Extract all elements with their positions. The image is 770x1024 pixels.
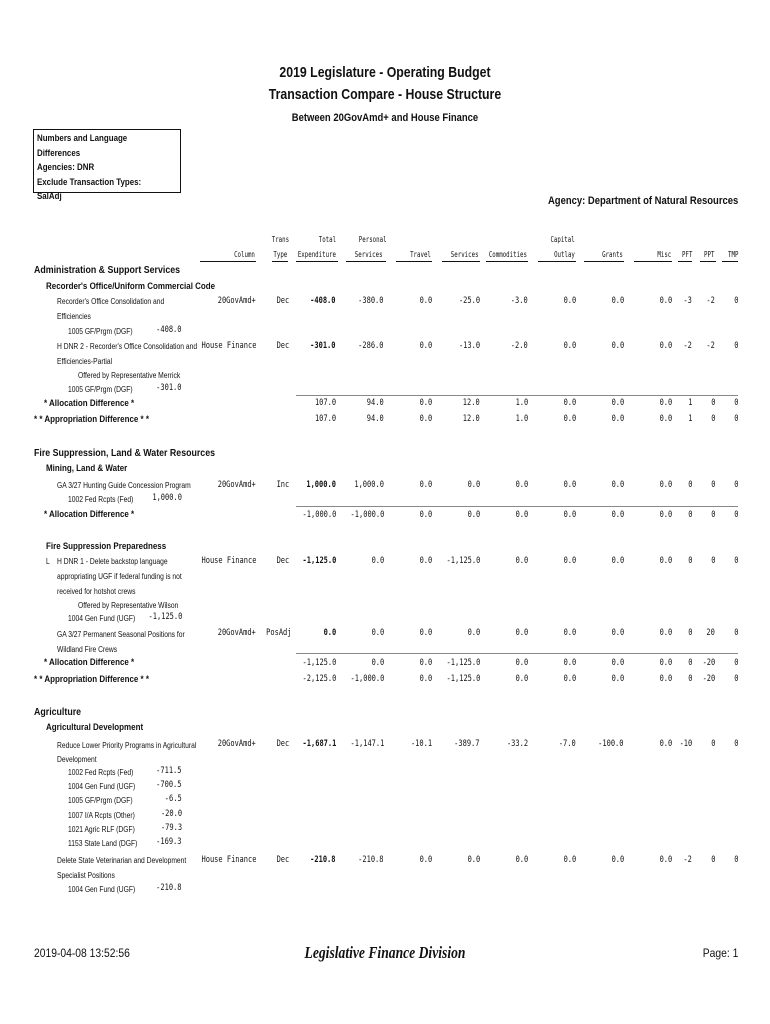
fund-source: 1002 Fed Rcpts (Fed) xyxy=(68,768,134,777)
filter-line: Differences xyxy=(37,147,81,158)
cell-capital: 0.0 xyxy=(563,296,576,306)
cell-total: -210.8 xyxy=(310,855,336,865)
cell-tmp: 0 xyxy=(733,398,738,408)
header-pft: PFT xyxy=(681,250,692,259)
fund-amount: -408.0 xyxy=(156,325,182,335)
cell-column: House Finance xyxy=(201,341,256,351)
cell-grants: 0.0 xyxy=(611,658,624,668)
cell-personal: 94.0 xyxy=(367,414,384,424)
header-ppt: PPT xyxy=(703,250,714,259)
filter-box xyxy=(33,129,181,201)
cell-tmp: 0 xyxy=(733,628,738,638)
cell-ppt: 0 xyxy=(710,398,715,408)
cell-misc: 0.0 xyxy=(659,414,672,424)
cell-pft: -3 xyxy=(683,296,692,306)
fund-amount: -20.0 xyxy=(160,809,182,819)
row-description: Efficiencies xyxy=(57,312,91,321)
cell-tmp: 0 xyxy=(733,556,738,566)
cell-travel: 0.0 xyxy=(419,855,432,865)
cell-ppt: 20 xyxy=(706,628,715,638)
header-travel: Travel xyxy=(410,250,431,259)
cell-personal: 1,000.0 xyxy=(354,480,384,490)
cell-type: Dec xyxy=(276,341,289,351)
row-description: Specialist Positions xyxy=(57,871,115,880)
cell-pft: 0 xyxy=(687,628,692,638)
cell-capital: 0.0 xyxy=(563,658,576,668)
cell-capital: 0.0 xyxy=(563,674,576,684)
fund-amount: -79.3 xyxy=(160,823,182,833)
cell-misc: 0.0 xyxy=(659,510,672,520)
cell-grants: 0.0 xyxy=(611,855,624,865)
cell-services: -13.0 xyxy=(458,341,480,351)
fund-source: 1004 Gen Fund (UGF) xyxy=(68,885,136,894)
cell-pft: -2 xyxy=(683,341,692,351)
cell-type: Dec xyxy=(276,556,289,566)
row-label: * Allocation Difference * xyxy=(44,509,135,520)
cell-travel: 0.0 xyxy=(419,674,432,684)
fund-amount: -711.5 xyxy=(156,766,182,776)
cell-total: 0.0 xyxy=(323,628,336,638)
fund-source: 1005 GF/Prgm (DGF) xyxy=(68,796,133,805)
cell-column: 20GovAmd+ xyxy=(217,480,256,490)
row-label: * Allocation Difference * xyxy=(44,657,135,668)
cell-misc: 0.0 xyxy=(659,556,672,566)
cell-personal: -1,000.0 xyxy=(350,510,384,520)
cell-tmp: 0 xyxy=(733,296,738,306)
cell-commodities: 0.0 xyxy=(515,855,528,865)
cell-capital: 0.0 xyxy=(563,628,576,638)
cell-type: Dec xyxy=(276,296,289,306)
cell-tmp: 0 xyxy=(733,658,738,668)
cell-tmp: 0 xyxy=(733,480,738,490)
subsection-title: Fire Suppression Preparedness xyxy=(46,541,167,552)
subsection-title: Recorder's Office/Uniform Commercial Code xyxy=(46,281,216,292)
agency-label: Agency: Department of Natural Resources xyxy=(547,195,738,207)
cell-capital: 0.0 xyxy=(563,556,576,566)
cell-personal: -210.8 xyxy=(358,855,384,865)
cell-capital: -7.0 xyxy=(559,739,576,749)
cell-pft: -2 xyxy=(683,855,692,865)
footer-division: Legislative Finance Division xyxy=(304,943,466,962)
cell-services: 0.0 xyxy=(467,628,480,638)
section-title: Agriculture xyxy=(34,706,82,718)
header-total: Total xyxy=(318,235,336,244)
cell-grants: 0.0 xyxy=(611,480,624,490)
cell-travel: 0.0 xyxy=(419,341,432,351)
cell-ppt: -2 xyxy=(706,341,715,351)
cell-ppt: -20 xyxy=(702,674,715,684)
row-label: * * Appropriation Difference * * xyxy=(34,674,150,685)
cell-services: -1,125.0 xyxy=(446,556,480,566)
cell-pft: 0 xyxy=(687,674,692,684)
cell-total: -408.0 xyxy=(310,296,336,306)
cell-pft: 0 xyxy=(687,480,692,490)
cell-misc: 0.0 xyxy=(659,658,672,668)
header-outlay: Outlay xyxy=(554,250,575,259)
cell-personal: 0.0 xyxy=(371,658,384,668)
row-description: Development xyxy=(57,755,97,764)
header-expenditure: Expenditure xyxy=(297,250,336,259)
cell-personal: -1,000.0 xyxy=(350,674,384,684)
cell-capital: 0.0 xyxy=(563,414,576,424)
fund-source: 1005 GF/Prgm (DGF) xyxy=(68,327,133,336)
cell-column: 20GovAmd+ xyxy=(217,628,256,638)
cell-column: 20GovAmd+ xyxy=(217,739,256,749)
fund-amount: -301.0 xyxy=(156,383,182,393)
row-label: * Allocation Difference * xyxy=(44,398,135,409)
cell-grants: 0.0 xyxy=(611,398,624,408)
cell-misc: 0.0 xyxy=(659,398,672,408)
fund-amount: -700.5 xyxy=(156,780,182,790)
cell-pft: 0 xyxy=(687,658,692,668)
cell-commodities: 0.0 xyxy=(515,628,528,638)
fund-amount: -210.8 xyxy=(156,883,182,893)
cell-misc: 0.0 xyxy=(659,674,672,684)
fund-amount: -1,125.0 xyxy=(148,612,182,622)
header-tmp: TMP xyxy=(727,250,738,259)
cell-total: -1,687.1 xyxy=(302,739,336,749)
cell-total: -1,125.0 xyxy=(302,658,336,668)
cell-commodities: 0.0 xyxy=(515,480,528,490)
cell-ppt: 0 xyxy=(710,480,715,490)
cell-services: 0.0 xyxy=(467,855,480,865)
cell-ppt: -20 xyxy=(702,658,715,668)
fund-source: 1002 Fed Rcpts (Fed) xyxy=(68,495,134,504)
header-misc: Misc xyxy=(657,250,671,259)
cell-services: -25.0 xyxy=(458,296,480,306)
header-commodities: Commodities xyxy=(488,250,527,259)
subsection-title: Mining, Land & Water xyxy=(46,463,128,474)
cell-travel: -10.1 xyxy=(410,739,432,749)
cell-commodities: 1.0 xyxy=(515,414,528,424)
cell-pft: 1 xyxy=(687,398,692,408)
cell-total: 107.0 xyxy=(314,414,336,424)
cell-services: 12.0 xyxy=(463,398,480,408)
cell-ppt: 0 xyxy=(710,855,715,865)
cell-travel: 0.0 xyxy=(419,296,432,306)
cell-total: 1,000.0 xyxy=(306,480,336,490)
cell-personal: 94.0 xyxy=(367,398,384,408)
filter-line: Numbers and Language xyxy=(37,133,128,143)
cell-ppt: 0 xyxy=(710,739,715,749)
row-description: Recorder's Office Consolidation and xyxy=(57,297,165,306)
cell-total: -1,000.0 xyxy=(302,510,336,520)
cell-commodities: 0.0 xyxy=(515,674,528,684)
cell-misc: 0.0 xyxy=(659,855,672,865)
row-offered-by: Offered by Representative Wilson xyxy=(78,601,179,610)
cell-grants: 0.0 xyxy=(611,341,624,351)
cell-tmp: 0 xyxy=(733,341,738,351)
cell-travel: 0.0 xyxy=(419,480,432,490)
cell-grants: 0.0 xyxy=(611,296,624,306)
footer-timestamp: 2019-04-08 13:52:56 xyxy=(34,946,130,960)
cell-commodities: -33.2 xyxy=(506,739,528,749)
cell-column: House Finance xyxy=(201,556,256,566)
cell-commodities: 0.0 xyxy=(515,658,528,668)
cell-capital: 0.0 xyxy=(563,341,576,351)
fund-amount: 1,000.0 xyxy=(152,493,182,503)
cell-commodities: 0.0 xyxy=(515,556,528,566)
cell-tmp: 0 xyxy=(733,674,738,684)
cell-type: Inc xyxy=(276,480,289,490)
cell-total: -301.0 xyxy=(310,341,336,351)
cell-misc: 0.0 xyxy=(659,628,672,638)
fund-source: 1021 Agric RLF (DGF) xyxy=(68,825,135,834)
fund-source: 1153 State Land (DGF) xyxy=(68,839,138,848)
cell-capital: 0.0 xyxy=(563,510,576,520)
language-marker: L xyxy=(46,557,50,566)
cell-column: 20GovAmd+ xyxy=(217,296,256,306)
cell-personal: -380.0 xyxy=(358,296,384,306)
cell-total: -1,125.0 xyxy=(302,556,336,566)
subsection-title: Agricultural Development xyxy=(46,722,144,733)
row-description: H DNR 1 - Delete backstop language xyxy=(57,557,168,566)
cell-tmp: 0 xyxy=(733,414,738,424)
row-description: H DNR 2 - Recorder's Office Consolidation and xyxy=(57,342,198,351)
fund-amount: -6.5 xyxy=(165,794,182,804)
cell-tmp: 0 xyxy=(733,510,738,520)
cell-type: Dec xyxy=(276,855,289,865)
row-description: Efficiencies-Partial xyxy=(57,357,113,366)
cell-ppt: 0 xyxy=(710,414,715,424)
cell-pft: 0 xyxy=(687,510,692,520)
cell-travel: 0.0 xyxy=(419,628,432,638)
cell-ppt: 0 xyxy=(710,556,715,566)
fund-source: 1007 I/A Rcpts (Other) xyxy=(68,811,135,820)
header-capital: Capital xyxy=(550,235,575,244)
cell-capital: 0.0 xyxy=(563,855,576,865)
cell-travel: 0.0 xyxy=(419,398,432,408)
cell-commodities: -3.0 xyxy=(511,296,528,306)
cell-misc: 0.0 xyxy=(659,480,672,490)
header-grants: Grants xyxy=(602,250,623,259)
section-title: Fire Suppression, Land & Water Resources xyxy=(34,447,216,459)
fund-amount: -169.3 xyxy=(156,837,182,847)
footer-page-number: Page: 1 xyxy=(702,946,738,960)
report-title-line1: 2019 Legislature - Operating Budget xyxy=(279,64,491,81)
cell-travel: 0.0 xyxy=(419,658,432,668)
cell-grants: 0.0 xyxy=(611,556,624,566)
cell-personal: 0.0 xyxy=(371,628,384,638)
cell-type: PosAdj xyxy=(266,628,292,638)
section-title: Administration & Support Services xyxy=(34,264,181,276)
header-services: Services xyxy=(451,250,479,259)
cell-travel: 0.0 xyxy=(419,510,432,520)
cell-grants: 0.0 xyxy=(611,628,624,638)
header-column: Column xyxy=(234,250,255,259)
row-description: appropriating UGF if federal funding is not xyxy=(57,572,182,581)
header-services-personal: Services xyxy=(355,250,383,259)
row-description: Wildland Fire Crews xyxy=(57,645,118,654)
fund-source: 1005 GF/Prgm (DGF) xyxy=(68,385,133,394)
row-label: * * Appropriation Difference * * xyxy=(34,414,150,425)
cell-ppt: -2 xyxy=(706,296,715,306)
cell-misc: 0.0 xyxy=(659,296,672,306)
cell-services: -1,125.0 xyxy=(446,658,480,668)
cell-commodities: 0.0 xyxy=(515,510,528,520)
cell-personal: -1,147.1 xyxy=(350,739,384,749)
cell-travel: 0.0 xyxy=(419,556,432,566)
cell-total: 107.0 xyxy=(314,398,336,408)
row-description: GA 3/27 Permanent Seasonal Positions for xyxy=(57,630,185,639)
filter-line: Agencies: DNR xyxy=(37,162,95,172)
cell-tmp: 0 xyxy=(733,855,738,865)
cell-capital: 0.0 xyxy=(563,480,576,490)
header-type: Type xyxy=(273,250,287,259)
cell-grants: 0.0 xyxy=(611,674,624,684)
row-description: Delete State Veterinarian and Development xyxy=(57,856,187,865)
cell-type: Dec xyxy=(276,739,289,749)
filter-line: Exclude Transaction Types: SalAdj xyxy=(37,176,142,201)
cell-services: 12.0 xyxy=(463,414,480,424)
cell-travel: 0.0 xyxy=(419,414,432,424)
report-subtitle: Between 20GovAmd+ and House Finance xyxy=(291,112,479,124)
cell-services: -389.7 xyxy=(454,739,480,749)
cell-misc: 0.0 xyxy=(659,739,672,749)
fund-source: 1004 Gen Fund (UGF) xyxy=(68,782,136,791)
cell-services: 0.0 xyxy=(467,510,480,520)
cell-ppt: 0 xyxy=(710,510,715,520)
row-description: GA 3/27 Hunting Guide Concession Program xyxy=(57,481,191,490)
cell-tmp: 0 xyxy=(733,739,738,749)
cell-services: 0.0 xyxy=(467,480,480,490)
cell-total: -2,125.0 xyxy=(302,674,336,684)
cell-services: -1,125.0 xyxy=(446,674,480,684)
cell-personal: -286.0 xyxy=(358,341,384,351)
cell-grants: 0.0 xyxy=(611,510,624,520)
cell-pft: 0 xyxy=(687,556,692,566)
header-personal: Personal xyxy=(359,235,387,244)
cell-grants: -100.0 xyxy=(598,739,624,749)
row-description: received for hotshot crews xyxy=(57,587,136,596)
cell-grants: 0.0 xyxy=(611,414,624,424)
header-trans: Trans xyxy=(271,235,289,244)
cell-misc: 0.0 xyxy=(659,341,672,351)
fund-source: 1004 Gen Fund (UGF) xyxy=(68,614,136,623)
cell-commodities: 1.0 xyxy=(515,398,528,408)
row-description: Reduce Lower Priority Programs in Agricultural xyxy=(57,741,197,750)
cell-pft: 1 xyxy=(687,414,692,424)
cell-personal: 0.0 xyxy=(371,556,384,566)
cell-pft: -10 xyxy=(679,739,692,749)
row-offered-by: Offered by Representative Merrick xyxy=(78,371,181,380)
cell-capital: 0.0 xyxy=(563,398,576,408)
report-title-line2: Transaction Compare - House Structure xyxy=(268,86,502,103)
cell-column: House Finance xyxy=(201,855,256,865)
cell-commodities: -2.0 xyxy=(511,341,528,351)
